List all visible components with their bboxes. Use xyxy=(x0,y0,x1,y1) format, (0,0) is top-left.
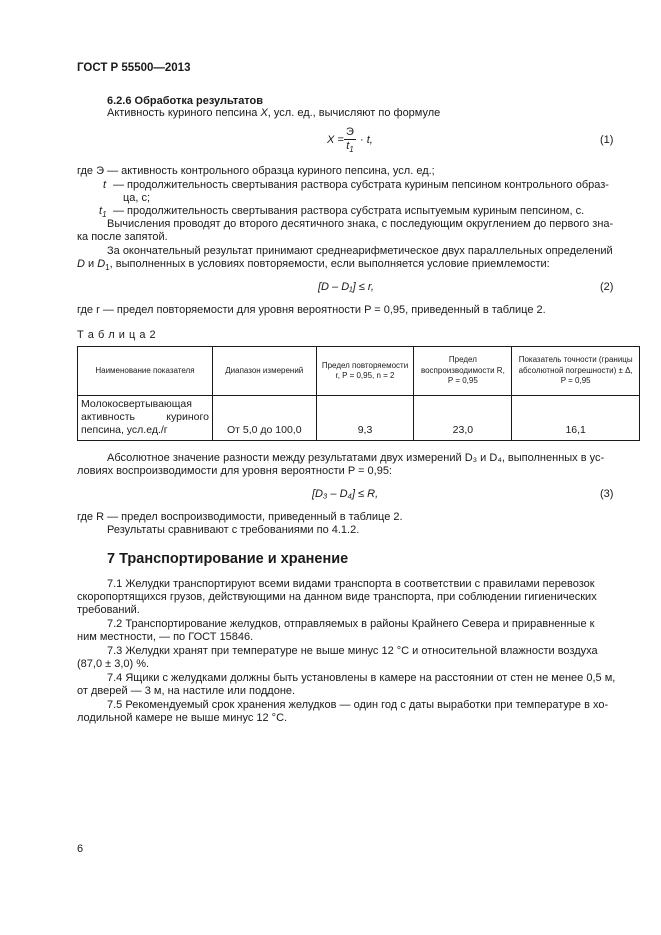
table-cell: 9,3 xyxy=(316,396,414,441)
where-t-text: — продолжительность свертывания раствора субстрата куриным пепсином контрольного образ- xyxy=(113,179,609,191)
formula-1-number: (1) xyxy=(600,134,614,146)
para-7-4-line2: от дверей — 3 м, на настиле или поддоне. xyxy=(77,685,296,697)
para-7-2-line1: 7.2 Транспортирование желудков, отправляемых в районы Крайнего Севера и приравненные к xyxy=(107,618,595,630)
formula-1-rhs: · t, xyxy=(360,134,373,146)
table-cell: Молокосвертывающая активность куриного пепсина, усл.ед./г xyxy=(78,396,213,441)
final-result-line2: D и $D_1$, выполненных в условиях повторяемости, если выполняется условие приемлемости: xyxy=(77,258,550,272)
calc-text-line2: ка после запятой. xyxy=(77,231,168,243)
para-7-4-line1: 7.4 Ящики с желудками должны быть установлены в камере на расстоянии от стен не менее 0,5 м, xyxy=(107,672,616,684)
section-7-title: 7 Транспортирование и хранение xyxy=(107,551,349,567)
where-ref-activity: где Э — активность контрольного образца куриного пепсина, усл. ед.; xyxy=(77,165,435,177)
para-7-3-line1: 7.3 Желудки хранят при температуре не выше минус 12 °С и относительной влажности воздуха xyxy=(107,645,598,657)
final-result-line1: За окончательный результат принимают среднеарифметическое двух параллельных определений xyxy=(107,245,613,257)
where-R: где R — предел воспроизводимости, приведенный в таблице 2. xyxy=(77,511,403,523)
para-7-1-line2: скоропортящихся грузов, действующими на данном виде транспорта, при соблюдении гигиенических xyxy=(77,591,597,603)
formula-2: [D – D₁] ≤ r, xyxy=(318,281,374,293)
page-number: 6 xyxy=(77,843,84,855)
para-7-5-line1: 7.5 Рекомендуемый срок хранения желудков — один год с даты выработки при температуре в хо- xyxy=(107,699,609,711)
para-7-3-line2: (87,0 ± 3,0) %. xyxy=(77,658,150,670)
table-header-cell: Диапазон измерений xyxy=(212,347,316,396)
formula-1-denominator: $t_1$ xyxy=(346,140,354,154)
formula-1-fraction xyxy=(344,126,356,156)
intro-text: Активность куриного пепсина X, усл. ед., вычисляют по формуле xyxy=(107,107,441,119)
where-t-symbol: t xyxy=(103,179,107,191)
where-t1-symbol: $t_1$ xyxy=(99,205,107,219)
where-r: где r — предел повторяемости для уровня вероятности P = 0,95, приведенный в таблице 2. xyxy=(77,304,546,316)
abs-diff-line2: ловиях воспроизводимости для уровня вероятности P = 0,95: xyxy=(77,465,392,477)
table-header-cell: Показатель точности (границы абсолютной погрешности) ± Δ, P = 0,95 xyxy=(512,347,640,396)
table-cell: 23,0 xyxy=(414,396,512,441)
para-7-1-line3: требований. xyxy=(77,604,140,616)
table-row xyxy=(78,396,640,441)
table-header-cell: Предел воспроизводимости R, P = 0,95 xyxy=(414,347,512,396)
table-header-row xyxy=(78,347,640,396)
where-t-text-cont: ца, с; xyxy=(123,192,151,204)
table-caption: Т а б л и ц а 2 xyxy=(77,329,157,341)
calc-text-line1: Вычисления проводят до второго десятичного знака, с последующим округлением до первого зна- xyxy=(107,218,614,230)
compare-text: Результаты сравнивают с требованиями по 4.1.2. xyxy=(107,524,360,536)
formula-1-lhs: X = xyxy=(327,134,344,146)
formula-3: [D₃ – D₄] ≤ R, xyxy=(312,488,379,500)
table-header-cell: Наименование показателя xyxy=(78,347,213,396)
abs-diff-line1: Абсолютное значение разности между результатами двух измерений D₃ и D₄, выполненных в ус- xyxy=(107,452,605,464)
table-cell: От 5,0 до 100,0 xyxy=(212,396,316,441)
section-title: 6.2.6 Обработка результатов xyxy=(107,95,264,107)
where-t1-text: — продолжительность свертывания раствора субстрата испытуемым куриным пепсином, с. xyxy=(113,205,585,217)
para-7-5-line2: лодильной камере не выше минус 12 °С. xyxy=(77,712,288,724)
para-7-1-line1: 7.1 Желудки транспортируют всеми видами транспорта в соответствии с правилами перевозок xyxy=(107,578,595,590)
table-2 xyxy=(77,346,640,441)
formula-3-number: (3) xyxy=(600,488,614,500)
formula-1-numerator: Э xyxy=(344,126,356,140)
table-header-cell: Предел повторяемости r, P = 0,95, n = 2 xyxy=(316,347,414,396)
para-7-2-line2: ним местности, — по ГОСТ 15846. xyxy=(77,631,254,643)
table-cell: 16,1 xyxy=(512,396,640,441)
formula-2-number: (2) xyxy=(600,281,614,293)
document-header: ГОСТ Р 55500—2013 xyxy=(77,62,191,74)
